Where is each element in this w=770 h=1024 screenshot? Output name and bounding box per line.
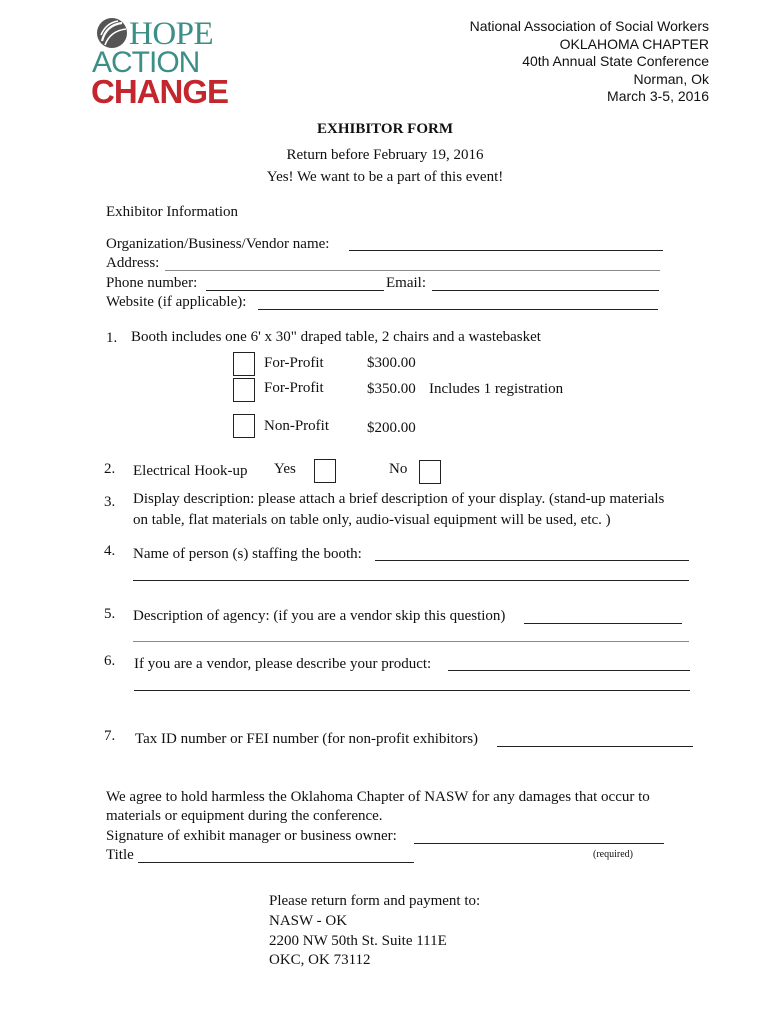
q3-line2: on table, flat materials on table only, audio-visual equipment will be used, etc. ) <box>133 512 611 528</box>
section-label: Exhibitor Information <box>106 204 239 220</box>
logo-emblem-icon <box>96 17 128 49</box>
option-3-price: $200.00 <box>367 420 416 436</box>
staff-name-field[interactable] <box>375 560 689 561</box>
logo-action-text: ACTION <box>92 46 200 79</box>
return-to-line1: Please return form and payment to: <box>269 893 481 909</box>
staff-name-field-2[interactable] <box>133 580 689 581</box>
product-description-field[interactable] <box>448 670 690 671</box>
agreement-line2: materials or equipment during the conference. <box>106 808 383 824</box>
product-description-field-2[interactable] <box>134 690 690 691</box>
option-2-note: Includes 1 registration <box>429 381 564 397</box>
logo-hope-text: HOPE <box>129 16 214 52</box>
q3-number: 3. <box>104 494 116 510</box>
header-org: National Association of Social Workers <box>469 18 709 34</box>
org-field[interactable] <box>349 250 663 251</box>
required-note: (required) <box>593 849 633 860</box>
form-title: EXHIBITOR FORM <box>317 121 453 137</box>
option-2-price: $350.00 <box>367 381 416 397</box>
option-3-label: Non-Profit <box>264 418 329 434</box>
q4-number: 4. <box>104 543 116 559</box>
q7-text: Tax ID number or FEI number (for non-profit exhibitors) <box>135 731 479 747</box>
website-field[interactable] <box>258 309 658 310</box>
q1-number: 1. <box>106 330 118 346</box>
return-to-org: NASW - OK <box>269 913 348 929</box>
phone-label: Phone number: <box>106 275 198 291</box>
option-1-label: For-Profit <box>264 355 324 371</box>
return-before: Return before February 19, 2016 <box>286 147 484 163</box>
tax-id-field[interactable] <box>497 746 693 747</box>
header-dates: March 3-5, 2016 <box>607 88 709 104</box>
phone-field[interactable] <box>206 290 384 291</box>
signature-label: Signature of exhibit manager or business owner: <box>106 828 397 844</box>
q2-number: 2. <box>104 461 116 477</box>
q7-number: 7. <box>104 728 116 744</box>
email-field[interactable] <box>432 290 659 291</box>
option-1-price: $300.00 <box>367 355 416 371</box>
non-profit-200-checkbox[interactable] <box>233 414 255 438</box>
q3-line1: Display description: please attach a brief description of your display. (stand-up materials <box>133 491 665 507</box>
for-profit-300-checkbox[interactable] <box>233 352 255 376</box>
address-label: Address: <box>106 255 160 271</box>
electrical-yes-checkbox[interactable] <box>314 459 336 483</box>
q5-number: 5. <box>104 606 116 622</box>
agreement-line1: We agree to hold harmless the Oklahoma Chapter of NASW for any damages that occur to <box>106 789 650 805</box>
title-field[interactable] <box>138 862 414 863</box>
title-label: Title <box>106 847 134 863</box>
option-2-label: For-Profit <box>264 380 324 396</box>
return-to-city: OKC, OK 73112 <box>269 952 371 968</box>
q6-number: 6. <box>104 653 116 669</box>
email-label: Email: <box>386 275 426 291</box>
tagline: Yes! We want to be a part of this event! <box>266 169 504 185</box>
agency-description-field[interactable] <box>524 623 682 624</box>
for-profit-350-checkbox[interactable] <box>233 378 255 402</box>
q2-yes-label: Yes <box>274 461 296 477</box>
q4-text: Name of person (s) staffing the booth: <box>133 546 362 562</box>
header-location: Norman, Ok <box>633 71 709 87</box>
agency-description-field-2[interactable] <box>133 641 689 642</box>
org-label: Organization/Business/Vendor name: <box>106 236 330 252</box>
q1-text: Booth includes one 6' x 30" draped table, 2 chairs and a wastebasket <box>131 329 541 345</box>
electrical-no-checkbox[interactable] <box>419 460 441 484</box>
return-to-street: 2200 NW 50th St. Suite 111E <box>269 933 447 949</box>
address-field[interactable] <box>165 270 660 271</box>
logo-change-text: CHANGE <box>91 73 229 110</box>
q2-text: Electrical Hook-up <box>133 463 248 479</box>
website-label: Website (if applicable): <box>106 294 247 310</box>
q5-text: Description of agency: (if you are a vendor skip this question) <box>133 608 506 624</box>
header-chapter: OKLAHOMA CHAPTER <box>559 36 709 52</box>
header-conference: 40th Annual State Conference <box>522 53 709 69</box>
q6-text: If you are a vendor, please describe your product: <box>134 656 432 672</box>
q2-no-label: No <box>389 461 408 477</box>
signature-field[interactable] <box>414 843 664 844</box>
